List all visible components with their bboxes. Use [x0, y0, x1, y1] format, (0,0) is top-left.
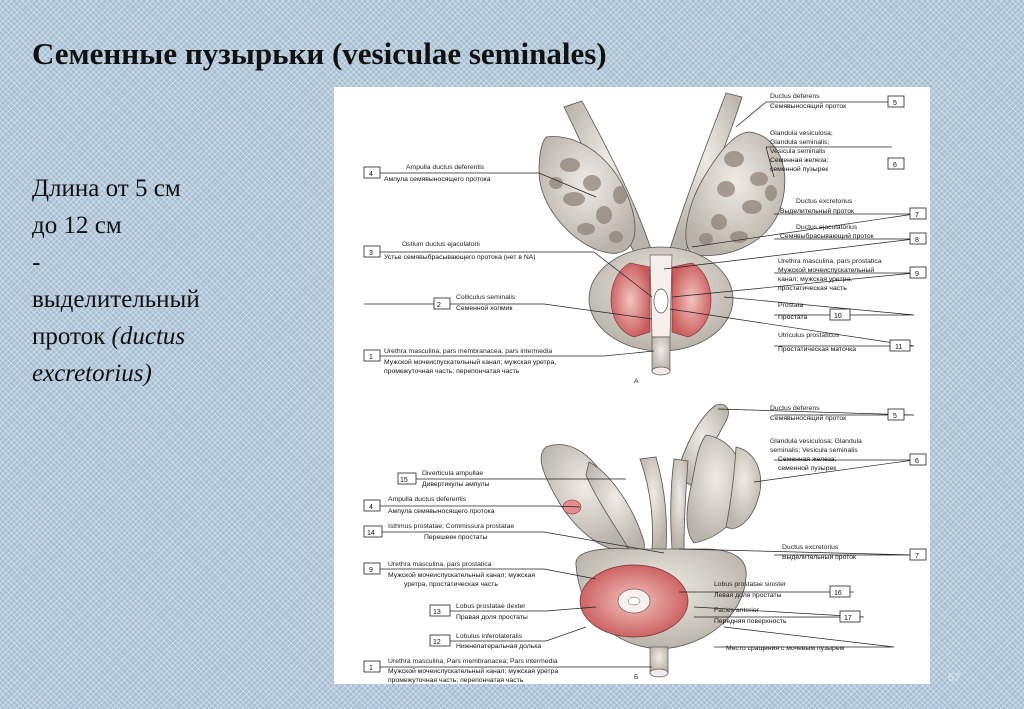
label-latin: Ductus deferens: [770, 405, 820, 412]
svg-text:Мужской мочеиспускательный кан: Мужской мочеиспускательный канал; мужская: [388, 572, 536, 579]
label-russian: Семявыносящий проток: [770, 103, 847, 110]
svg-text:seminalis; Vesicula seminalis: seminalis; Vesicula seminalis: [770, 447, 858, 454]
label-latin: Facies anterior: [714, 607, 759, 614]
label-number: 15: [400, 477, 408, 484]
label-number: 11: [895, 344, 903, 351]
label-russian: Семявыносящий проток: [770, 415, 847, 422]
label-latin: Ductus deferens: [770, 93, 820, 100]
label-number: 6: [915, 458, 919, 465]
label-latin: Lobus prostatae sinister: [714, 581, 787, 588]
label-number: 9: [915, 271, 919, 278]
svg-text:промежуточная часть; перепонча: промежуточная часть; перепончатая часть: [384, 368, 520, 375]
body-line: Длина от 5 см: [32, 175, 181, 202]
svg-text:Семенная железа;: Семенная железа;: [770, 157, 829, 164]
label-russian: Правая доля простаты: [456, 614, 528, 621]
label-russian: Простатическая маточка: [778, 346, 857, 353]
body-line: -: [32, 249, 41, 276]
body-line: [32, 318, 332, 355]
panel-a-letter: А: [634, 378, 639, 385]
label-latin: Ductus ejaculatorius: [796, 224, 858, 231]
label-russian: Выделительный проток: [782, 554, 857, 561]
page-number: 57: [948, 672, 961, 684]
label-russian: Перешеек простаты: [424, 534, 488, 541]
label-number: 17: [844, 615, 852, 622]
label-russian: Ампула семявыносящего протока: [388, 508, 495, 515]
body-line: excretorius): [32, 360, 152, 387]
panel-b-letter: Б: [634, 674, 639, 681]
label-latin: Urethra masculina, pars membranacea; pars intermedia: [384, 348, 553, 355]
body-line: до 12 см: [32, 212, 122, 239]
svg-text:Glandula seminalis;: Glandula seminalis;: [770, 139, 830, 146]
body-line: выделительный: [32, 286, 200, 313]
label-latin: Ductus excretorius: [782, 544, 839, 551]
label-russian: Ампула семявыносящего протока: [384, 176, 491, 183]
label-latin: Colliculus seminalis: [456, 294, 516, 301]
svg-text:Мужской мочеиспускательный кан: Мужской мочеиспускательный канал; мужская уретра,: [384, 359, 557, 366]
label-number: 7: [915, 553, 919, 560]
label-russian: Нижнелатеральная долька: [456, 643, 542, 650]
label-number: 13: [433, 609, 441, 616]
panel-a-drawing: [539, 93, 785, 375]
anatomy-figure: [334, 87, 930, 684]
svg-text:Vesicula seminalis: Vesicula seminalis: [770, 148, 826, 155]
svg-text:Семенная железа;: Семенная железа;: [778, 456, 837, 463]
svg-text:Glandula vesiculosa; Glandula: Glandula vesiculosa; Glandula: [770, 438, 862, 445]
panel-b-drawing: [541, 404, 761, 677]
label-number: 14: [367, 530, 375, 537]
label-number: 5: [893, 413, 897, 420]
label-russian: Выделительный проток: [780, 208, 855, 215]
svg-text:Мужской мочеиспускательный кан: Мужской мочеиспускательный канал; мужская уретра: [388, 668, 559, 675]
label-latin: Isthmus prostatae; Commissura prostatae: [388, 523, 515, 530]
svg-text:семенной пузырек: семенной пузырек: [778, 465, 837, 472]
label-latin: Ductus excretorius: [796, 198, 853, 205]
svg-text:промежуточная часть; перепонча: промежуточная часть; перепончатая часть: [388, 677, 524, 684]
label-latin: Urethra masculina, Pars membranacea; Pars intermedia: [388, 658, 558, 665]
label-latin: Ostium ductus ejaculatorii: [402, 241, 480, 248]
label-number: 8: [915, 237, 919, 244]
svg-text:канал; мужская уретра,: канал; мужская уретра,: [778, 276, 853, 283]
label-number: 7: [915, 212, 919, 219]
svg-text:Glandula vesiculosa;: Glandula vesiculosa;: [770, 130, 833, 137]
label-latin: Diverticula ampullae: [422, 470, 484, 477]
label-latin: Prostata: [778, 302, 804, 309]
label-number: 3: [369, 250, 373, 257]
label-number: 1: [369, 665, 373, 672]
label-latin: Lobus prostatae dexter: [456, 603, 526, 610]
label-russian: Семявыбрасывающий проток: [780, 233, 874, 240]
label-number: 6: [893, 162, 897, 169]
label-latin: Lobulus inferolateralis: [456, 633, 523, 640]
label-russian: Семенной холмик: [456, 305, 513, 312]
label-russian: Простата: [778, 314, 808, 321]
slide-title: Семенные пузырьки (vesiculae seminales): [32, 36, 607, 71]
svg-text:уретра, простатическая часть: уретра, простатическая часть: [404, 581, 498, 588]
label-russian: Передняя поверхность: [714, 618, 787, 625]
label-number: 10: [834, 313, 842, 320]
label-number: 4: [369, 171, 373, 178]
label-latin: Urethra masculina, pars prostatica: [388, 561, 492, 568]
label-latin: Ampulla ductus deferentis: [406, 164, 485, 171]
label-number: 9: [369, 567, 373, 574]
label-number: 5: [893, 100, 897, 107]
label-russian: Дивертикулы ампулы: [422, 481, 490, 488]
label-number: 4: [369, 504, 373, 511]
anatomy-illustration: [334, 87, 930, 684]
label-number: 12: [433, 639, 441, 646]
svg-text:Urethra masculina, pars prosta: Urethra masculina, pars prostatica: [778, 258, 882, 265]
body-line-text: проток: [32, 323, 112, 350]
label-latin: Ampulla ductus deferentis: [388, 496, 467, 503]
label-russian: Левая доля простаты: [714, 592, 782, 599]
body-line-latin: (ductus: [111, 323, 186, 350]
label-number: 1: [369, 354, 373, 361]
slide-body-text: [32, 170, 332, 392]
svg-text:простатическая часть: простатическая часть: [778, 285, 847, 292]
label-latin: Utriculus prostaticus: [778, 332, 840, 339]
svg-text:семенной пузырек: семенной пузырек: [770, 166, 829, 173]
label-number: 2: [437, 302, 441, 309]
label-russian: Устье семявыбрасывающего протока (нет в NA): [384, 254, 536, 261]
label-russian: Место сращения с мочевым пузырем: [726, 645, 845, 652]
label-number: 16: [834, 590, 842, 597]
svg-text:Мужской мочеиспускательный: Мужской мочеиспускательный: [778, 267, 875, 274]
